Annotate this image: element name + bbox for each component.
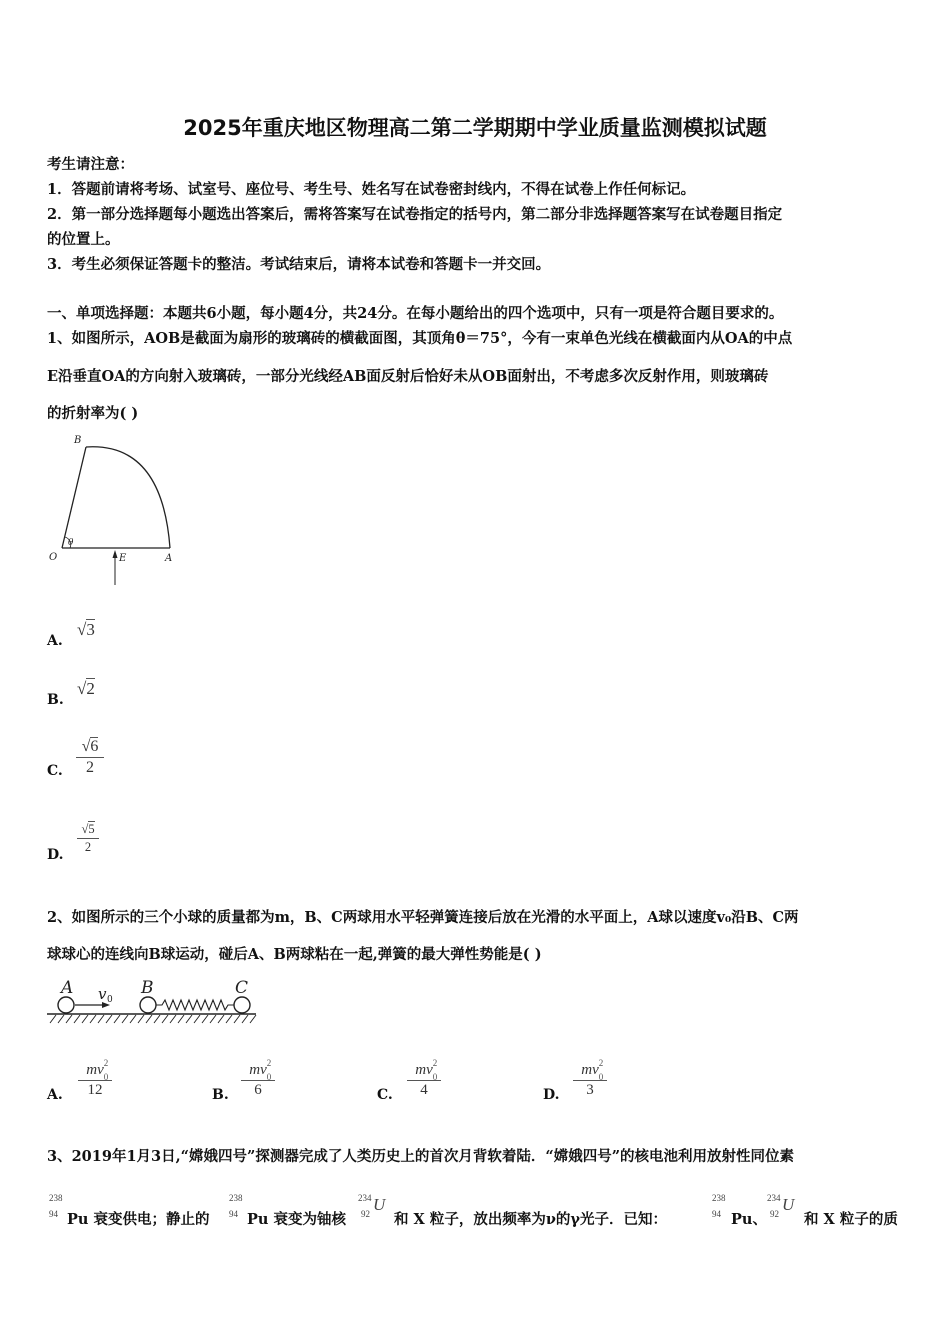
q2-option-a-sub: 0: [103, 1072, 109, 1082]
q1-label-o: O: [49, 552, 58, 563]
q2-option-d-sub: 0: [598, 1072, 604, 1082]
q1-text-line2: E沿垂直OA的方向射入玻璃砖，一部分光线经AB面反射后恰好未从OB面射出，不考虑多次反射作用，则玻璃砖: [47, 368, 769, 385]
ball-c: [234, 997, 250, 1013]
q3-pu-mass-3: 238: [712, 1193, 726, 1203]
q2-option-c-exp: 2: [432, 1058, 438, 1068]
q1-sector-figure: [44, 430, 194, 590]
q2-text-line1: 2、如图所示的三个小球的质量都为m，B、C两球用水平轻弹簧连接后放在光滑的水平面上，A球以速度v₀沿B、C两: [47, 909, 799, 926]
q3-text-line1: 3、2019年1月3日,“嫦娥四号”探测器完成了人类历史上的首次月背软着陆．“嫦娥四号”的核电池利用放射性同位素: [47, 1148, 795, 1165]
q1-option-c-radicand: 6: [90, 738, 99, 755]
ball-a: [58, 997, 74, 1013]
q2-option-b-exp: 2: [266, 1058, 272, 1068]
section-heading: 一、单项选择题：本题共6小题，每小题4分，共24分。在每小题给出的四个选项中，只有一项是符合题目要求的。: [47, 305, 784, 322]
q1-option-d-value[interactable]: [77, 822, 99, 855]
q1-label-e: E: [119, 553, 127, 564]
q3-text-seg5: 和 X 粒子的质: [804, 1211, 898, 1228]
q2-option-c-label[interactable]: C.: [377, 1087, 393, 1103]
sqrt-sign: √: [77, 679, 87, 698]
notice-item-2: 2．第一部分选择题每小题选出答案后，需将答案写在试卷指定的括号内，第二部分非选择题答案写在试卷题目指定: [47, 206, 783, 223]
q1-option-d-radicand: 5: [88, 822, 95, 836]
q3-pu-z-2: 94: [229, 1209, 238, 1219]
q1-option-a-label[interactable]: A.: [47, 633, 63, 649]
q1-option-c-label[interactable]: C.: [47, 763, 63, 779]
q3-text-seg4: Pu、: [731, 1211, 767, 1228]
q2-option-d-den: 3: [586, 1082, 594, 1098]
q1-option-b-value[interactable]: [77, 679, 95, 699]
q2-option-b-value[interactable]: [241, 1058, 275, 1099]
q3-u-symbol-1: U: [373, 1195, 386, 1214]
q2-option-a-num: mv: [86, 1062, 104, 1078]
q2-label-v-sub: 0: [107, 995, 113, 1005]
q1-option-c-den: 2: [86, 759, 94, 776]
q1-option-b-radicand: 2: [86, 679, 95, 698]
q2-collision-figure: [44, 975, 260, 1027]
q3-u-symbol-2: U: [782, 1195, 795, 1214]
q2-option-d-value[interactable]: [573, 1058, 607, 1099]
notice-item-1: 1．答题前请将考场、试室号、座位号、考生号、姓名写在试卷密封线内，不得在试卷上作任何标记。: [47, 181, 696, 198]
q1-label-a: A: [165, 553, 173, 564]
sqrt-sign: √: [81, 738, 91, 755]
q2-option-b-den: 6: [254, 1082, 262, 1098]
q1-text-line1: 1、如图所示，AOB是截面为扇形的玻璃砖的横截面图，其顶角θ＝75°，今有一束单色光线在横截面内从OA的中点: [47, 330, 793, 347]
q1-option-c-value[interactable]: [76, 738, 104, 777]
q3-u-mass-1: 234: [358, 1193, 372, 1203]
q2-label-a: A: [61, 978, 74, 998]
q2-option-c-den: 4: [420, 1082, 428, 1098]
ball-b: [140, 997, 156, 1013]
q2-option-a-label[interactable]: A.: [47, 1087, 63, 1103]
q3-pu-mass-2: 238: [229, 1193, 243, 1203]
q3-text-seg1: Pu 衰变供电；静止的: [67, 1211, 210, 1228]
q2-label-b: B: [141, 978, 154, 998]
q2-option-d-label[interactable]: D.: [543, 1087, 560, 1103]
q3-text-seg3: 和 X 粒子，放出频率为ν的γ光子．已知：: [394, 1211, 667, 1228]
q1-label-b: B: [74, 435, 82, 446]
q2-text-line2: 球球心的连线向B球运动，碰后A、B两球粘在一起,弹簧的最大弹性势能是( ): [47, 946, 542, 963]
q2-option-d-num: mv: [581, 1062, 599, 1078]
q2-option-c-value[interactable]: [407, 1058, 441, 1099]
page-title: 2025年重庆地区物理高二第二学期期中学业质量监测模拟试题: [183, 116, 767, 140]
q1-option-a-radicand: 3: [86, 620, 95, 639]
q2-label-c: C: [235, 978, 249, 998]
q3-pu-z-3: 94: [712, 1209, 721, 1219]
notice-item-2-cont: 的位置上。: [47, 231, 120, 248]
q1-option-a-value[interactable]: [77, 620, 95, 640]
q2-option-a-value[interactable]: [78, 1058, 112, 1099]
q3-u-z-1: 92: [361, 1209, 370, 1219]
q2-option-c-num: mv: [415, 1062, 433, 1078]
q2-option-b-num: mv: [249, 1062, 267, 1078]
q2-option-a-den: 12: [87, 1082, 103, 1098]
q2-label-v: v: [98, 985, 107, 1003]
q3-pu-mass-1: 238: [49, 1193, 63, 1203]
q1-option-d-den: 2: [84, 840, 92, 854]
q2-option-a-exp: 2: [103, 1058, 109, 1068]
q2-option-b-label[interactable]: B.: [212, 1087, 229, 1103]
q3-pu-z-1: 94: [49, 1209, 58, 1219]
q2-option-c-sub: 0: [432, 1072, 438, 1082]
q1-option-d-label[interactable]: D.: [47, 847, 64, 863]
sqrt-sign: √: [77, 620, 87, 639]
notice-item-3: 3．考生必须保证答题卡的整洁。考试结束后，请将本试卷和答题卡一并交回。: [47, 256, 551, 273]
q1-option-b-label[interactable]: B.: [47, 692, 64, 708]
q1-text-line3: 的折射率为( ): [47, 405, 139, 422]
q1-label-theta: θ: [68, 538, 74, 548]
spring: [156, 1000, 234, 1010]
notice-heading: 考生请注意：: [47, 156, 134, 173]
q2-option-d-exp: 2: [598, 1058, 604, 1068]
sqrt-sign: √: [81, 822, 89, 836]
q3-text-seg2: Pu 衰变为铀核: [247, 1211, 346, 1228]
q3-u-z-2: 92: [770, 1209, 779, 1219]
q3-u-mass-2: 234: [767, 1193, 781, 1203]
q2-option-b-sub: 0: [266, 1072, 272, 1082]
